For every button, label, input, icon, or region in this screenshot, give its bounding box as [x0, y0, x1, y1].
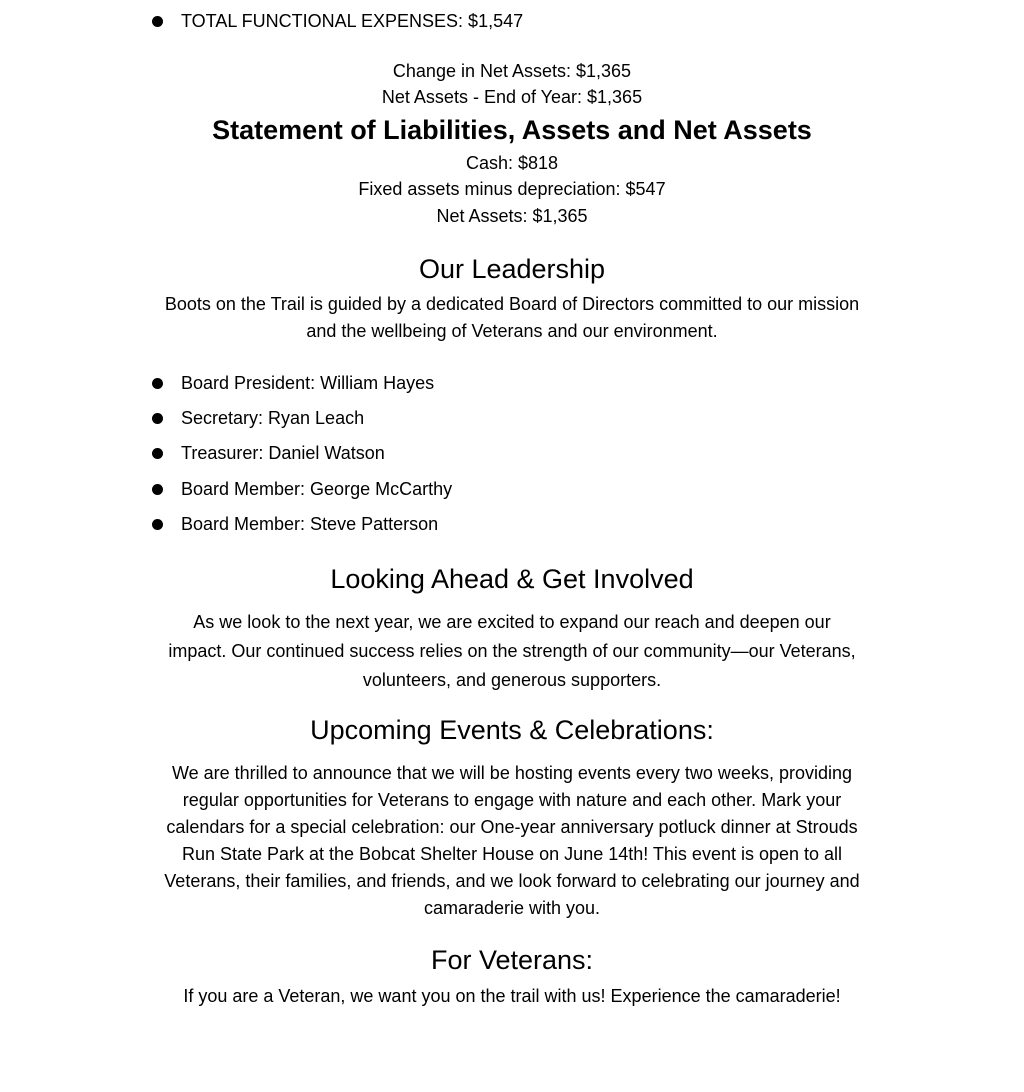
veterans-heading: For Veterans:: [430, 945, 594, 975]
events-heading: Upcoming Events & Celebrations:: [310, 715, 714, 745]
net-assets-line: Net Assets: $1,365: [436, 206, 588, 226]
statement-title: Statement of Liabilities, Assets and Net Assets: [212, 115, 812, 145]
net-assets-end-of-year: Net Assets - End of Year: $1,365: [381, 87, 643, 107]
events-paragraph: [112, 760, 912, 922]
board-member-item: [152, 406, 364, 430]
board-member-text: Treasurer: Daniel Watson: [181, 442, 385, 463]
board-member-item: [152, 371, 434, 395]
bullet-icon: [152, 16, 163, 27]
board-member-item: [152, 441, 385, 465]
change-net-assets: Change in Net Assets: $1,365: [392, 61, 632, 81]
events-line: Run State Park at the Bobcat Shelter House on June 14th! This event is open to all: [181, 844, 843, 864]
bullet-icon: [152, 484, 163, 495]
events-line: regular opportunities for Veterans to engage with nature and each other. Mark your: [182, 790, 842, 810]
looking-ahead-line: volunteers, and generous supporters.: [362, 670, 662, 690]
cash-line: Cash: $818: [465, 153, 559, 173]
total-expenses-text: TOTAL FUNCTIONAL EXPENSES: $1,547: [181, 10, 524, 31]
board-member-text: Board Member: George McCarthy: [181, 478, 453, 499]
events-line: Veterans, their families, and friends, and we look forward to celebrating our journey and: [164, 871, 860, 891]
board-member-text: Secretary: Ryan Leach: [181, 407, 365, 428]
bullet-icon: [152, 448, 163, 459]
events-line: calendars for a special celebration: our One-year anniversary potluck dinner at Strouds: [166, 817, 858, 837]
board-member-item: [152, 512, 438, 536]
leadership-heading: Our Leadership: [418, 254, 606, 284]
leadership-line: Boots on the Trail is guided by a dedicated Board of Directors committed to our mission: [164, 294, 860, 314]
looking-ahead-line: impact. Our continued success relies on the strength of our community—our Veterans,: [168, 641, 856, 661]
events-line: camaraderie with you.: [423, 898, 601, 918]
board-member-text: Board President: William Hayes: [181, 372, 435, 393]
bullet-icon: [152, 413, 163, 424]
leadership-paragraph: [112, 291, 912, 345]
events-line: We are thrilled to announce that we will be hosting events every two weeks, providing: [171, 763, 853, 783]
fixed-assets-line: Fixed assets minus depreciation: $547: [358, 179, 666, 199]
board-member-item: [152, 477, 452, 501]
veterans-line: If you are a Veteran, we want you on the trail with us! Experience the camaraderie!: [183, 986, 841, 1006]
looking-ahead-line: As we look to the next year, we are excited to expand our reach and deepen our: [193, 612, 831, 632]
bullet-icon: [152, 519, 163, 530]
total-expenses-item: [152, 9, 523, 33]
leadership-line: and the wellbeing of Veterans and our environment.: [306, 321, 718, 341]
board-member-text: Board Member: Steve Patterson: [181, 513, 439, 534]
looking-ahead-heading: Looking Ahead & Get Involved: [330, 564, 694, 594]
bullet-icon: [152, 378, 163, 389]
looking-ahead-paragraph: [112, 608, 912, 695]
